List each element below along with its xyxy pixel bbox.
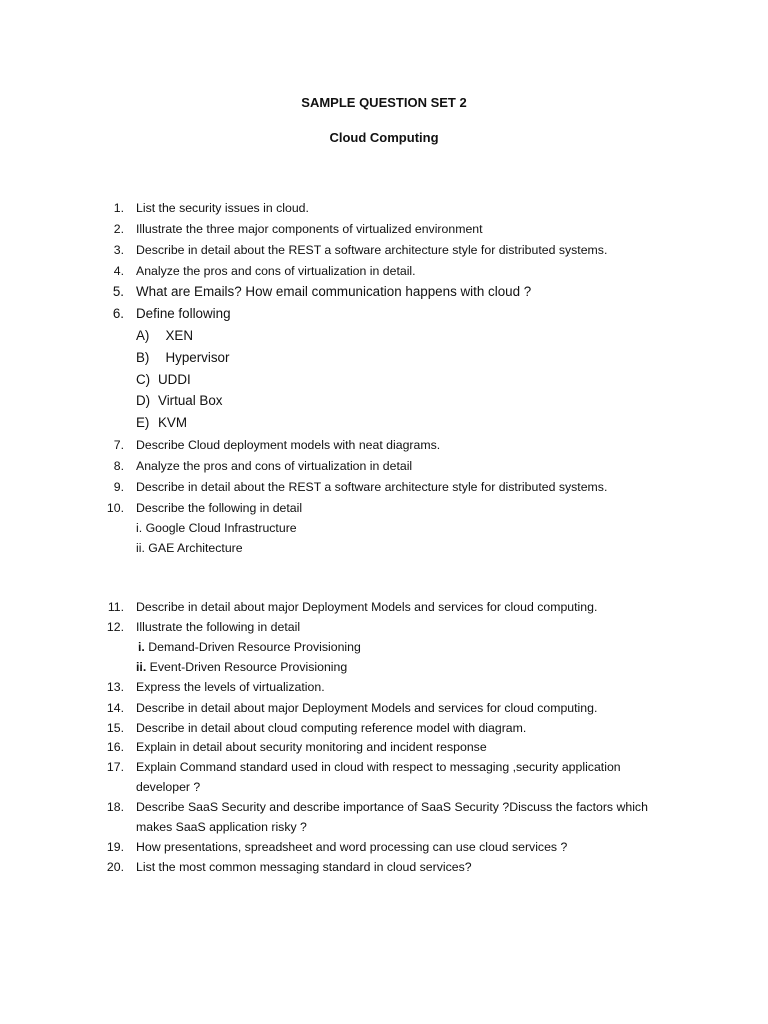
item-letter: E) xyxy=(136,415,150,430)
question-text: Analyze the pros and cons of virtualization in detail xyxy=(136,459,413,473)
item-text: Hypervisor xyxy=(165,350,230,365)
question-text: Describe in detail about the REST a software architecture style for distributed systems. xyxy=(136,480,608,494)
item-text: i. Google Cloud Infrastructure xyxy=(136,521,297,535)
question-number: 10. xyxy=(106,501,124,515)
item-letter: C) xyxy=(136,372,151,387)
question-number: 18. xyxy=(106,800,124,814)
question-number: 12. xyxy=(106,620,124,634)
document-subtitle: Cloud Computing xyxy=(329,130,439,145)
question-text: Define following xyxy=(136,306,231,321)
question-text: Describe in detail about the REST a software architecture style for distributed systems. xyxy=(136,243,608,257)
question-number: 19. xyxy=(106,840,124,854)
item-text: KVM xyxy=(158,415,188,430)
question-number: 20. xyxy=(106,860,124,874)
item-letter: A) xyxy=(136,328,150,343)
item-text: Virtual Box xyxy=(158,393,223,408)
question-text: Describe the following in detail xyxy=(136,501,303,515)
question-number: 3. xyxy=(113,243,124,257)
question-number: 14. xyxy=(106,701,124,715)
item-text: ii. GAE Architecture xyxy=(136,541,243,555)
question-text: Describe SaaS Security and describe importance of SaaS Security ?Discuss the factors which xyxy=(136,800,648,814)
question-text: Illustrate the following in detail xyxy=(136,620,301,634)
question-text-continued: makes SaaS application risky ? xyxy=(136,820,307,834)
question-text: Describe in detail about major Deployment Models and services for cloud computing. xyxy=(136,600,598,614)
question-text: Describe Cloud deployment models with neat diagrams. xyxy=(136,438,441,452)
question-text: List the most common messaging standard in cloud services? xyxy=(136,860,472,874)
question-number: 5. xyxy=(112,284,124,299)
question-number: 1. xyxy=(113,201,124,215)
item-letter: B) xyxy=(136,350,150,365)
question-text: Describe in detail about major Deployment Models and services for cloud computing. xyxy=(136,701,598,715)
question-text-continued: developer ? xyxy=(136,780,201,794)
question-number: 7. xyxy=(113,438,124,452)
question-number: 17. xyxy=(106,760,124,774)
item-text: Event-Driven Resource Provisioning xyxy=(149,660,348,674)
question-text: Describe in detail about cloud computing reference model with diagram. xyxy=(136,721,527,735)
question-text: What are Emails? How email communication happens with cloud ? xyxy=(136,284,532,299)
item-text: XEN xyxy=(165,328,193,343)
document-title: SAMPLE QUESTION SET 2 xyxy=(301,95,467,110)
item-text: Demand-Driven Resource Provisioning xyxy=(148,640,361,654)
question-number: 4. xyxy=(113,264,124,278)
question-number: 2. xyxy=(113,222,124,236)
question-number: 15. xyxy=(106,721,124,735)
question-text: Illustrate the three major components of virtualized environment xyxy=(136,222,483,236)
question-number: 9. xyxy=(113,480,124,494)
item-letter: D) xyxy=(136,393,151,408)
question-text: Explain Command standard used in cloud with respect to messaging ,security application xyxy=(136,760,621,774)
question-number: 8. xyxy=(113,459,124,473)
question-text: Explain in detail about security monitoring and incident response xyxy=(136,740,487,754)
question-text: Analyze the pros and cons of virtualization in detail. xyxy=(136,264,416,278)
question-text: Express the levels of virtualization. xyxy=(136,680,325,694)
item-text: UDDI xyxy=(158,372,191,387)
question-number: 11. xyxy=(107,600,124,614)
question-text: List the security issues in cloud. xyxy=(136,201,309,215)
question-number: 16. xyxy=(106,740,124,754)
question-number: 6. xyxy=(112,306,124,321)
item-numeral: i. xyxy=(138,640,145,654)
question-text: How presentations, spreadsheet and word processing can use cloud services ? xyxy=(136,840,568,854)
item-numeral: ii. xyxy=(136,660,147,674)
question-number: 13. xyxy=(106,680,124,694)
